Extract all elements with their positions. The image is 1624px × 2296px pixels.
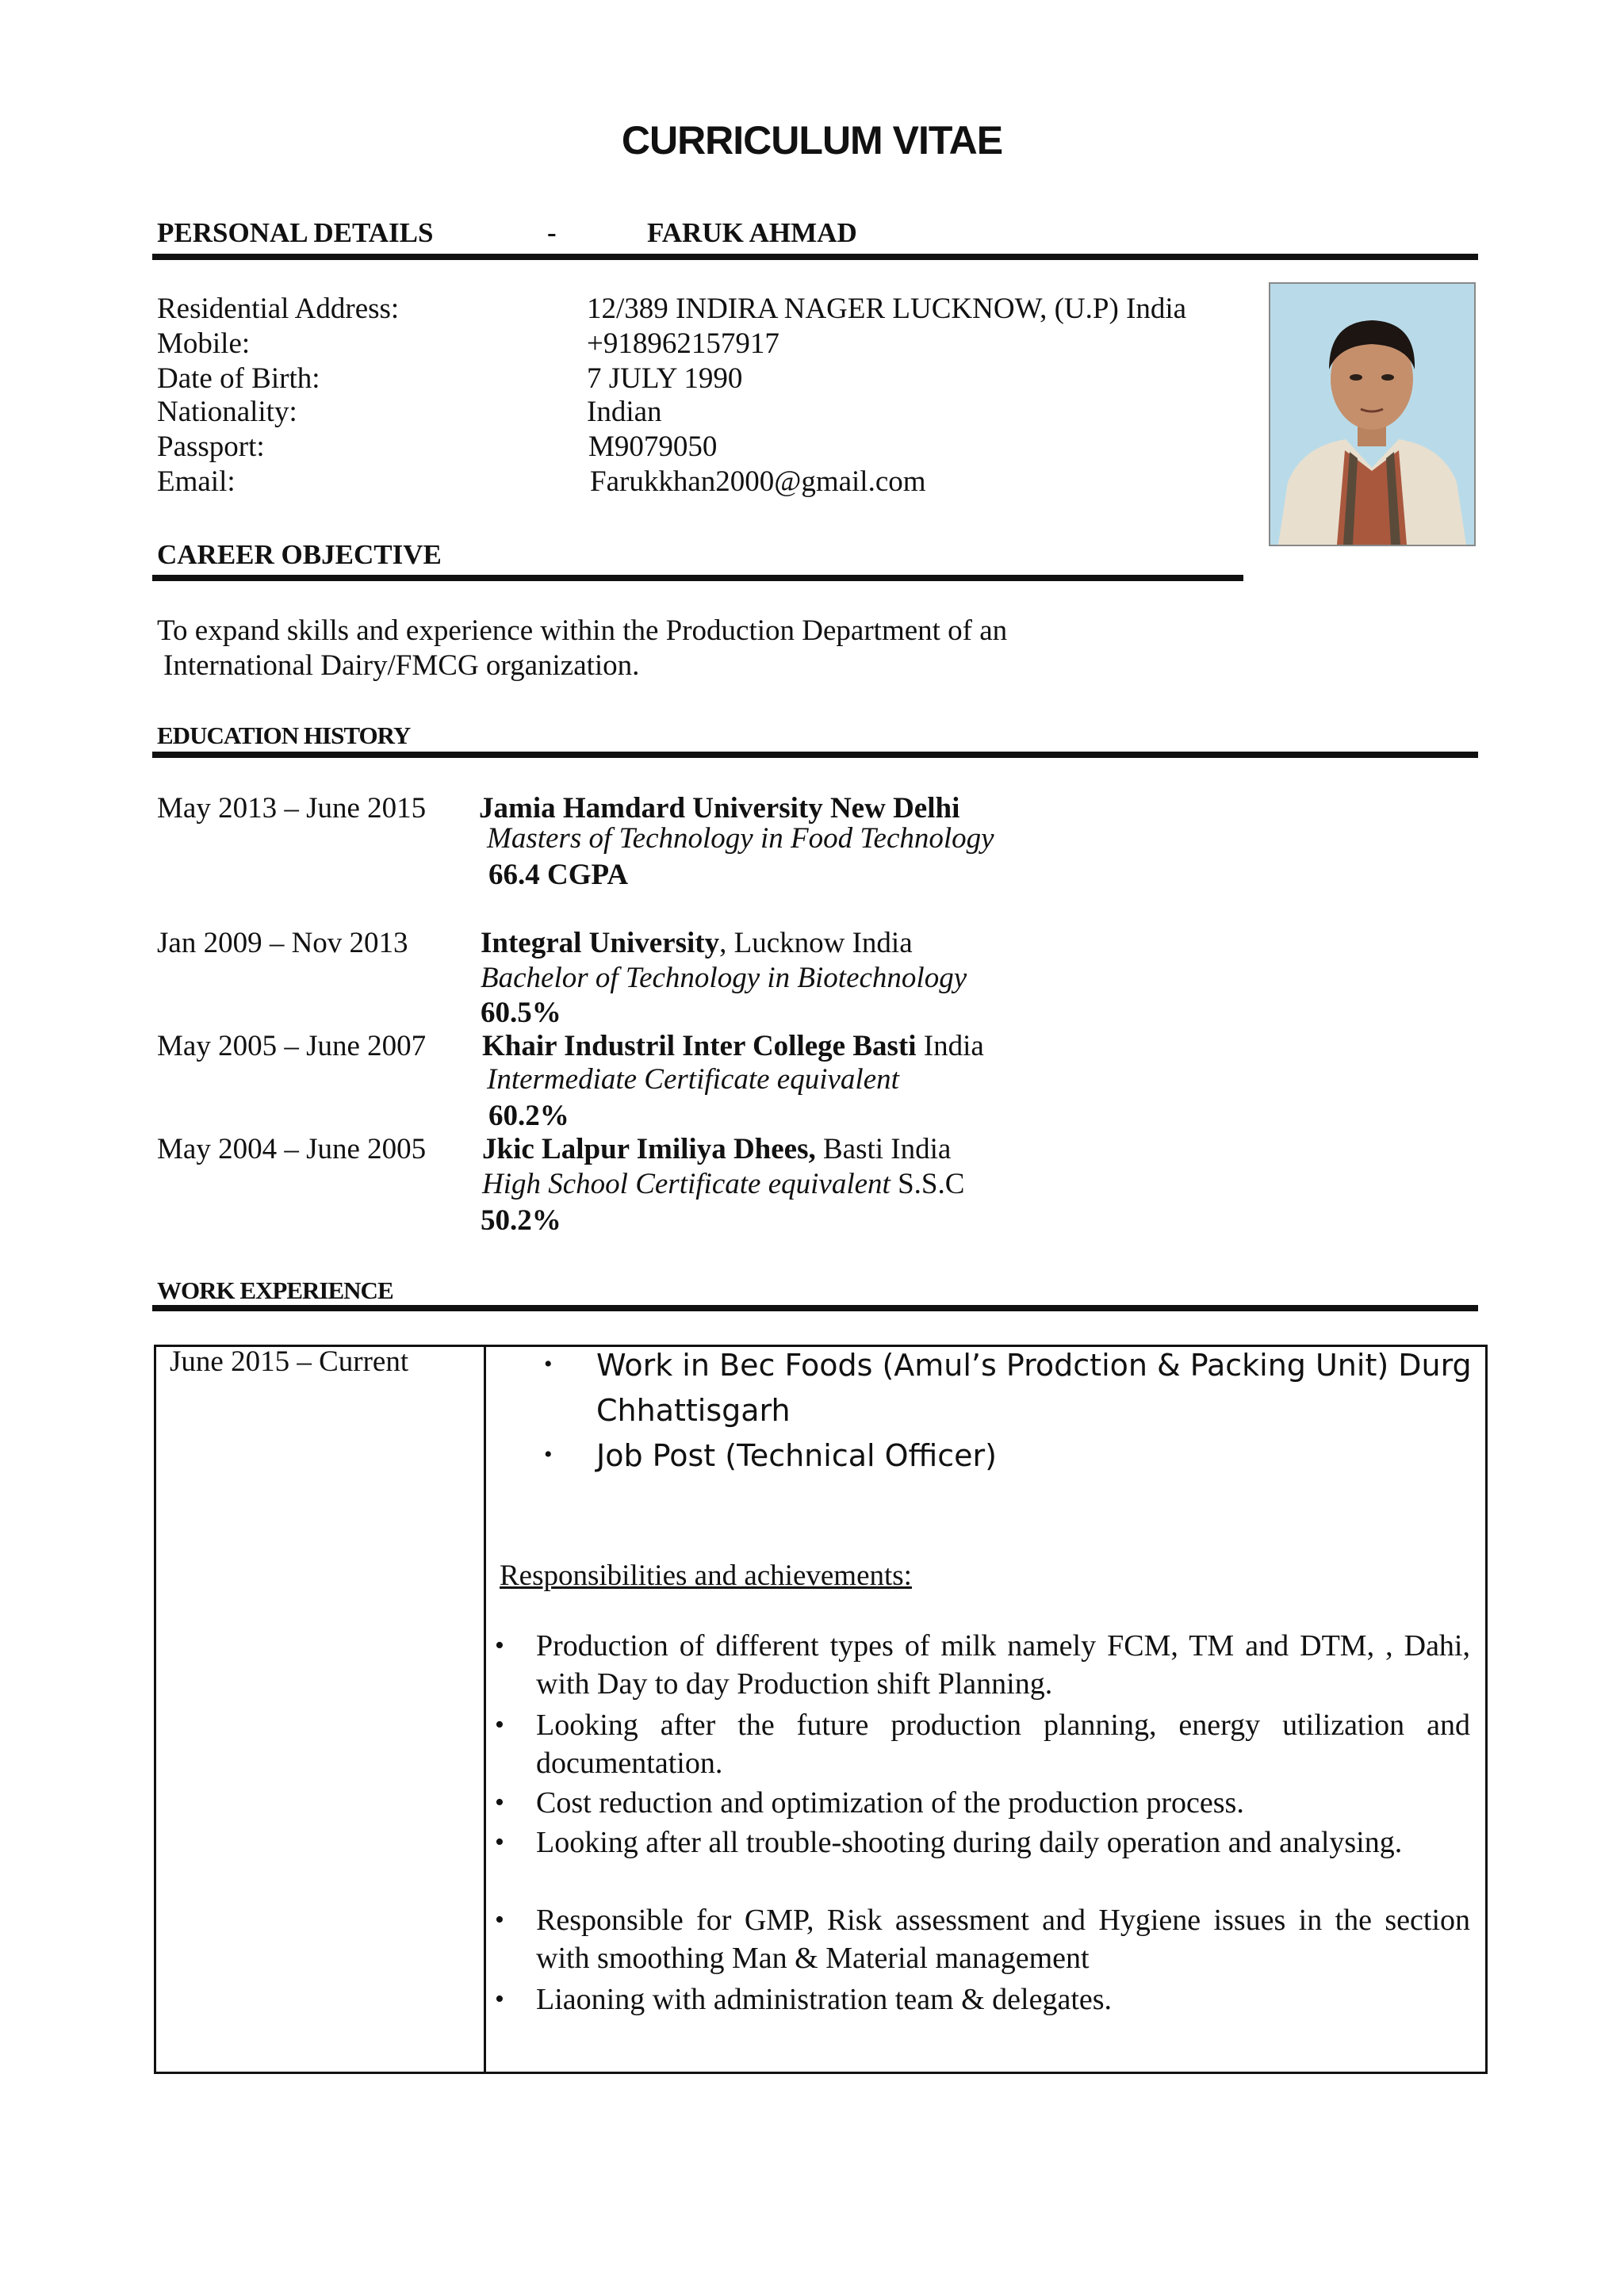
responsibilities-heading: Responsibilities and achievements:: [500, 1559, 912, 1592]
address-label: Residential Address:: [157, 293, 400, 325]
responsibility-item: Liaoning with administration team & delegates.: [536, 1983, 1113, 2016]
institution-name: Jkic Lalpur Imiliya Dhees,: [482, 1133, 816, 1165]
email-label: Email:: [157, 465, 236, 498]
education-score: 60.5%: [481, 997, 561, 1029]
section-rule: [152, 254, 1478, 260]
section-rule: [152, 575, 1243, 581]
nationality-value: Indian: [587, 396, 662, 428]
bullet-icon: •: [495, 1984, 504, 2014]
education-degree: [482, 1167, 964, 1201]
education-score: 50.2%: [481, 1204, 561, 1237]
mobile-value: +918962157917: [587, 327, 779, 360]
education-dates: May 2004 – June 2005: [157, 1133, 427, 1165]
institution-name: Jamia Hamdard University New Delhi: [479, 792, 960, 825]
education-dates: May 2013 – June 2015: [157, 792, 427, 825]
responsibility-item: Looking after the future production planning, energy utilization and documentation.: [536, 1709, 1470, 1780]
degree-name: High School Certificate equivalent: [482, 1168, 891, 1200]
nationality-label: Nationality:: [157, 396, 297, 428]
section-rule: [152, 752, 1478, 758]
responsibility-item: Looking after all trouble-shooting during daily operation and analysing.: [536, 1826, 1403, 1859]
education-heading: EDUCATION HISTORY: [157, 721, 411, 749]
objective-line-1: To expand skills and experience within the Production Department of an: [157, 614, 1008, 647]
email-value: Farukkhan2000@gmail.com: [590, 465, 926, 498]
section-rule: [152, 1305, 1478, 1311]
education-institution: [482, 1029, 984, 1063]
heading-dash: -: [547, 217, 557, 248]
education-dates: Jan 2009 – Nov 2013: [157, 927, 408, 959]
institution-name: Khair Industril Inter College Basti: [482, 1030, 917, 1062]
mobile-label: Mobile:: [157, 327, 251, 360]
address-value: 12/389 INDIRA NAGER LUCKNOW, (U.P) India: [587, 293, 1187, 325]
bullet-icon: •: [495, 1710, 504, 1739]
institution-location: , Lucknow India: [719, 927, 913, 959]
work-experience-heading: WORK EXPERIENCE: [157, 1276, 393, 1304]
education-institution: [481, 926, 913, 960]
bullet-icon: •: [495, 1905, 504, 1934]
work-company-line-2: Chhattisgarh: [596, 1393, 791, 1428]
education-dates: May 2005 – June 2007: [157, 1030, 427, 1062]
dob-value: 7 JULY 1990: [587, 362, 743, 395]
education-institution: [482, 1132, 951, 1166]
institution-name: Integral University: [481, 927, 720, 959]
institution-location: Basti India: [815, 1133, 952, 1165]
passport-label: Passport:: [157, 430, 265, 463]
degree-suffix: S.S.C: [890, 1168, 965, 1200]
education-degree: Bachelor of Technology in Biotechnology: [481, 962, 967, 994]
passport-value: M9079050: [588, 430, 718, 463]
bullet-icon: •: [495, 1631, 504, 1660]
page-title: CURRICULUM VITAE: [621, 118, 1003, 163]
person-photo-icon: [1270, 284, 1474, 545]
bullet-icon: •: [544, 1441, 553, 1468]
education-score: 66.4 CGPA: [488, 859, 629, 891]
bullet-icon: •: [544, 1351, 553, 1377]
dob-label: Date of Birth:: [157, 362, 320, 395]
work-company-line-1: Work in Bec Foods (Amul’s Prodction & Packing Unit) Durg: [596, 1348, 1472, 1383]
education-degree: Intermediate Certificate equivalent: [487, 1063, 899, 1096]
responsibility-item: Production of different types of milk namely FCM, TM and DTM, , Dahi, with Day to day Production shift Planning.: [536, 1629, 1470, 1701]
bullet-icon: •: [495, 1788, 504, 1817]
work-table-divider: [484, 1345, 486, 2074]
education-institution: [479, 791, 959, 825]
education-degree: Masters of Technology in Food Technology: [487, 822, 994, 855]
institution-location: India: [916, 1030, 984, 1062]
bullet-icon: •: [495, 1827, 504, 1857]
responsibility-item: Responsible for GMP, Risk assessment and Hygiene issues in the section with smoothing Man & Material management: [536, 1904, 1470, 1975]
personal-details-heading: PERSONAL DETAILS: [157, 217, 434, 248]
work-dates: June 2015 – Current: [170, 1345, 409, 1378]
person-photo: [1269, 282, 1476, 546]
work-job-post: Job Post (Technical Officer): [596, 1438, 998, 1473]
career-objective-heading: CAREER OBJECTIVE: [157, 539, 442, 570]
education-score: 60.2%: [488, 1100, 569, 1132]
candidate-name: FARUK AHMAD: [647, 217, 857, 248]
responsibility-item: Cost reduction and optimization of the production process.: [536, 1786, 1244, 1820]
objective-line-2: International Dairy/FMCG organization.: [163, 649, 640, 682]
